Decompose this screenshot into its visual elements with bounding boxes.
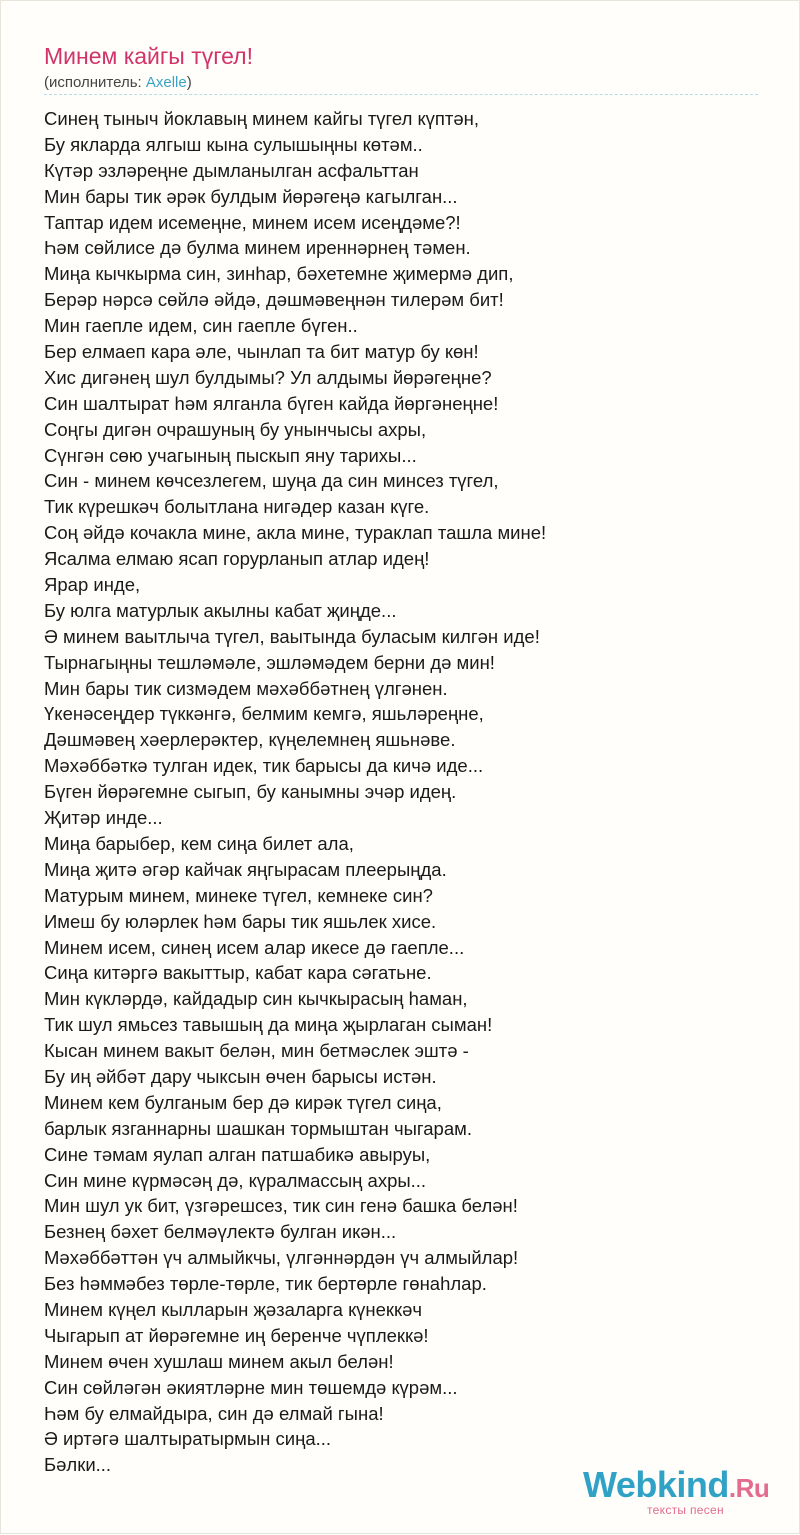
lyrics-page: [1, 1, 800, 1535]
lyric-line: Мин шул ук бит, үзгәрешсез, тик син генә башка белән!: [44, 1195, 518, 1217]
site-logo[interactable]: [583, 1463, 783, 1523]
lyric-line: Безнең бәхет белмәүлектә булган икән...: [44, 1221, 397, 1243]
lyric-line: Соң әйдә кочакла мине, акла мине, тураклап ташла мине!: [44, 522, 547, 544]
lyric-line: Сине тәмам яулап алган патшабикә авыруы,: [44, 1143, 431, 1165]
lyric-line: Сүнгән сөю учагының пыскып яну тарихы...: [44, 444, 417, 466]
lyric-line: Синең тыныч йоклавың минем кайгы түгел күптән,: [44, 108, 479, 129]
lyric-line: Үкенәсеңдер түккәнгә, белмим кемгә, яшьләреңне,: [44, 703, 484, 725]
logo-tagline: тексты песен: [647, 1503, 724, 1517]
title-divider: [44, 94, 758, 95]
lyric-line: Таптар идем исемеңне, минем исем исеңдәме?!: [44, 211, 461, 233]
lyric-line: Һәм бу елмайдыра, син дә елмай гына!: [44, 1402, 384, 1424]
lyric-line: Җитәр инде...: [44, 807, 163, 829]
lyric-line: Матурым минем, минеке түгел, кемнеке син?: [44, 884, 433, 906]
performer-suffix: ): [186, 74, 192, 91]
lyric-line: Тырнагыңны тешләмәле, эшләмәдем берни дә мин!: [44, 651, 495, 673]
lyric-line: Минем кем булганым бер дә кирәк түгел сиңа,: [44, 1091, 442, 1113]
lyric-line: Хис дигәнең шул булдымы? Ул алдымы йөрәгеңне?: [44, 366, 492, 388]
lyric-line: Мәхәббәткә тулган идек, тик барысы да кичә иде...: [44, 755, 484, 777]
lyric-line: Күтәр эзләреңне дымланылган асфальттан: [44, 159, 419, 181]
lyric-line: Син - минем көчсезлегем, шуңа да син минсез түгел,: [44, 470, 499, 492]
lyric-line: Мин бары тик әрәк булдым йөрәгеңә кагылган...: [44, 185, 458, 207]
lyric-line: Мин бары тик сизмәдем мәхәббәтнең үлгәнен.: [44, 677, 448, 699]
lyric-line: Бу иң әйбәт дару чыксын өчен барысы истән.: [44, 1065, 437, 1087]
lyric-line: Дәшмәвең хәерлерәктер, күңелемнең яшьнәве.: [44, 729, 456, 751]
lyric-line: Минем өчен хушлаш минем акыл белән!: [44, 1350, 394, 1372]
lyrics-text: [44, 106, 764, 1478]
lyric-line: Миңа җитә әгәр кайчак яңгырасам плеерыңда.: [44, 858, 447, 880]
lyric-line: Син сөйләгән әкиятләрне мин төшемдә күрәм...: [44, 1376, 458, 1398]
lyric-line: Бәлки...: [44, 1454, 112, 1476]
lyric-line: Бер елмаеп кара әле, чынлап та бит матур бу көн!: [44, 341, 479, 363]
lyric-line: Ясалма елмаю ясап горурланып атлар идең!: [44, 548, 430, 570]
lyric-line: Имеш бу юләрлек һәм бары тик яшьлек хисе.: [44, 910, 437, 932]
lyric-line: Минем исем, синең исем алар икесе дә гаепле...: [44, 936, 465, 958]
lyric-line: Бу якларда ялгыш кына сулышыңны көтәм..: [44, 133, 423, 155]
lyric-line: Без һәммәбез төрле-төрле, тик бертөрле гөнаһлар.: [44, 1273, 487, 1295]
lyric-line: Мин гаепле идем, син гаепле бүген..: [44, 315, 358, 337]
lyric-line: Бүген йөрәгемне сыгып, бу канымны эчәр идең.: [44, 781, 457, 803]
lyric-line: барлык язганнарны шашкан тормыштан чыгарам.: [44, 1117, 472, 1139]
lyric-line: Сиңа китәргә вакыттыр, кабат кара сәгатьне.: [44, 962, 432, 984]
lyric-line: Миңа барыбер, кем сиңа билет ала,: [44, 832, 354, 854]
lyric-line: Чыгарып ат йөрәгемне иң беренче чүплеккә!: [44, 1324, 429, 1346]
lyric-line: Ярар инде,: [44, 574, 141, 596]
lyric-line: Минем күңел кылларын җәзаларга күнеккәч: [44, 1298, 423, 1320]
performer-prefix: (исполнитель:: [44, 74, 146, 91]
artist-link[interactable]: Axelle: [145, 74, 187, 91]
performer-line: [44, 73, 192, 93]
lyric-line: Мин күкләрдә, кайдадыр син кычкырасың һаман,: [44, 988, 468, 1010]
lyric-line: Мәхәббәттән үч алмыйкчы, үлгәннәрдән үч алмыйлар!: [44, 1247, 519, 1269]
logo-tld: .Ru: [728, 1473, 770, 1503]
lyric-line: Берәр нәрсә сөйлә әйдә, дәшмәвеңнән тилерәм бит!: [44, 289, 504, 311]
lyric-line: Син шалтырат һәм ялганла бүген кайда йөргәнеңне!: [44, 392, 499, 414]
lyric-line: Тик шул ямьсез тавышың да миңа җырлаган сыман!: [44, 1014, 493, 1036]
lyric-line: Ә иртәгә шалтыратырмын сиңа...: [44, 1428, 332, 1450]
lyric-line: Бу юлга матурлык акылны кабат җиңде...: [44, 599, 397, 621]
lyric-line: Ә минем ваытлыча түгел, ваытында буласым килгән иде!: [44, 625, 540, 647]
lyric-line: Син мине күрмәсәң дә, күралмассың ахры...: [44, 1169, 427, 1191]
logo-name: Webkind: [583, 1464, 729, 1505]
song-title: Минем кайгы түгел!: [44, 43, 253, 69]
lyric-line: Кысан минем вакыт белән, мин бетмәслек эштә -: [44, 1040, 469, 1062]
lyric-line: Соңгы дигән очрашуның бу унынчысы ахры,: [44, 418, 427, 440]
lyric-line: Тик күрешкәч болытлана нигәдер казан күге.: [44, 496, 430, 518]
lyric-line: Һәм сөйлисе дә булма минем иреннәрнең тәмен.: [44, 237, 471, 259]
lyric-line: Миңа кычкырма син, зинһар, бәхетемне җимермә дип,: [44, 263, 514, 285]
